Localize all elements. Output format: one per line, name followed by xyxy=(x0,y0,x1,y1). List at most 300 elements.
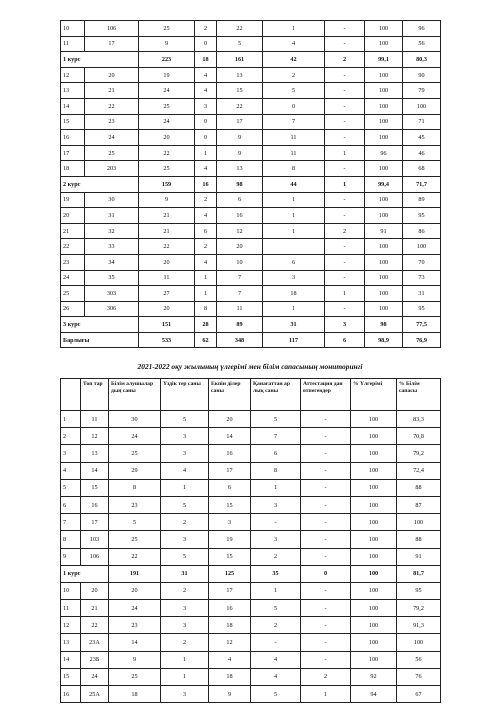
table-cell: 11 xyxy=(81,411,109,428)
table-cell: 35 xyxy=(85,270,139,286)
table-cell: 22 xyxy=(85,98,139,114)
table-cell: - xyxy=(325,98,365,114)
table-cell: - xyxy=(325,239,365,255)
row-index: 11 xyxy=(61,600,81,617)
table-row xyxy=(61,479,441,496)
table-cell: 20 xyxy=(209,411,251,428)
table-cell: 95 xyxy=(403,208,441,224)
course-total-label: 2 курс xyxy=(61,176,139,192)
table-cell: 44 xyxy=(263,176,325,192)
table-cell: 100 xyxy=(365,98,403,114)
table-cell: 1 xyxy=(263,192,325,208)
table-row xyxy=(61,582,441,599)
table-cell: 100 xyxy=(351,531,397,548)
row-index: 17 xyxy=(61,145,85,161)
table-cell: 76,9 xyxy=(403,332,441,348)
table-cell: 303 xyxy=(85,286,139,302)
table-cell: 23 xyxy=(85,114,139,130)
table-row xyxy=(61,208,441,224)
table-cell: 14 xyxy=(109,634,161,651)
table-cell: 1 xyxy=(263,301,325,317)
row-index: 15 xyxy=(61,114,85,130)
table-cell: 17 xyxy=(85,36,139,52)
row-index: 20 xyxy=(61,208,85,224)
table-cell: 25 xyxy=(109,668,161,685)
table-cell: 21 xyxy=(139,223,195,239)
table-row xyxy=(61,634,441,651)
summary-row xyxy=(61,52,441,68)
table-cell: 100 xyxy=(351,411,397,428)
table-cell: - xyxy=(325,67,365,83)
table-cell: 191 xyxy=(109,565,161,582)
table-cell: 100 xyxy=(365,130,403,146)
table-cell: 1 xyxy=(263,208,325,224)
column-header: Екпін ділер саны xyxy=(209,379,251,411)
table-cell: 4 xyxy=(195,161,217,177)
table-row xyxy=(61,192,441,208)
monitoring-table-2021-2022 xyxy=(60,378,441,703)
table-cell: 62 xyxy=(195,332,217,348)
row-index: 13 xyxy=(61,83,85,99)
table-cell: - xyxy=(325,83,365,99)
table-row xyxy=(61,254,441,270)
table-cell: 98 xyxy=(217,176,263,192)
table-cell: 13 xyxy=(217,161,263,177)
table-cell: 22 xyxy=(139,145,195,161)
table-cell: 89 xyxy=(217,317,263,333)
table-cell: 5 xyxy=(251,411,301,428)
table-cell: 32 xyxy=(85,223,139,239)
table-cell: 6 xyxy=(325,332,365,348)
table-cell: 14 xyxy=(209,428,251,445)
table-cell: 20 xyxy=(139,130,195,146)
row-index: 21 xyxy=(61,223,85,239)
table-row xyxy=(61,686,441,703)
table-cell: 24 xyxy=(109,600,161,617)
table-cell: 12 xyxy=(209,634,251,651)
table-cell: 3 xyxy=(161,600,209,617)
row-index: 8 xyxy=(61,531,81,548)
table-cell: 103 xyxy=(81,531,109,548)
table-cell: 106 xyxy=(85,21,139,37)
table-cell: 13 xyxy=(217,67,263,83)
row-index: 4 xyxy=(61,462,81,479)
table-cell: 99,1 xyxy=(365,52,403,68)
table-cell: 7 xyxy=(251,428,301,445)
table-cell: 46 xyxy=(403,145,441,161)
table-cell: 30 xyxy=(109,411,161,428)
table-cell: 9 xyxy=(139,192,195,208)
table-cell: 71,7 xyxy=(403,176,441,192)
row-index: 2 xyxy=(61,428,81,445)
table-cell: 1 xyxy=(195,145,217,161)
table-cell: 203 xyxy=(85,161,139,177)
table-cell: 9 xyxy=(209,686,251,703)
table-cell: - xyxy=(325,301,365,317)
table-cell: 56 xyxy=(397,651,441,668)
table-cell: 12 xyxy=(81,428,109,445)
table-cell: 3 xyxy=(251,531,301,548)
table-cell: 18 xyxy=(209,668,251,685)
table-cell: 100 xyxy=(365,270,403,286)
table-cell: 2 xyxy=(161,634,209,651)
table-cell: 83,3 xyxy=(397,411,441,428)
table-row xyxy=(61,239,441,255)
row-index: 15 xyxy=(61,668,81,685)
table-row xyxy=(61,223,441,239)
table-cell: 2 xyxy=(251,617,301,634)
table-cell: 6 xyxy=(209,479,251,496)
table-cell: 1 xyxy=(325,176,365,192)
table-cell: 1 xyxy=(195,270,217,286)
table-cell: - xyxy=(325,270,365,286)
monitoring-table-2020 xyxy=(60,20,441,348)
table-cell: 92 xyxy=(351,668,397,685)
table-cell: - xyxy=(301,462,351,479)
table-row xyxy=(61,462,441,479)
table-cell: 100 xyxy=(351,617,397,634)
table-cell: 151 xyxy=(139,317,195,333)
table-cell: 90 xyxy=(403,67,441,83)
table-cell: 72,4 xyxy=(397,462,441,479)
table-cell: 24 xyxy=(109,428,161,445)
table-cell: 100 xyxy=(403,98,441,114)
table-cell: 29 xyxy=(109,462,161,479)
table-cell: 5 xyxy=(217,36,263,52)
table-cell: 100 xyxy=(351,651,397,668)
row-index: 12 xyxy=(61,67,85,83)
table-cell: 100 xyxy=(351,634,397,651)
table-cell: 1 xyxy=(263,223,325,239)
table-cell: 2 xyxy=(195,239,217,255)
table-cell: 79,2 xyxy=(397,445,441,462)
course-total-label: 1 курс xyxy=(61,565,109,582)
table-cell: - xyxy=(301,617,351,634)
column-header: Топ тар xyxy=(81,379,109,411)
row-index: 1 xyxy=(61,411,81,428)
table-cell: 95 xyxy=(397,582,441,599)
table-cell: 15 xyxy=(209,496,251,513)
table-row xyxy=(61,668,441,685)
table-cell: - xyxy=(301,514,351,531)
table-header-row xyxy=(61,379,441,411)
table-cell: 10 xyxy=(217,254,263,270)
table-cell: 20 xyxy=(81,582,109,599)
table-cell: 7 xyxy=(217,270,263,286)
table-cell: 88 xyxy=(397,531,441,548)
table-cell: 11 xyxy=(263,130,325,146)
table-cell: 31 xyxy=(85,208,139,224)
table-cell: 159 xyxy=(139,176,195,192)
table-cell: 91 xyxy=(365,223,403,239)
table-row xyxy=(61,83,441,99)
table-cell: 100 xyxy=(365,67,403,83)
table-cell: 4 xyxy=(251,651,301,668)
table-cell: 18 xyxy=(209,617,251,634)
table-cell: 96 xyxy=(365,145,403,161)
table-cell: 4 xyxy=(195,67,217,83)
table-cell: 106 xyxy=(81,548,109,565)
table-cell: 2 xyxy=(301,668,351,685)
table-cell: 3 xyxy=(161,428,209,445)
row-index: 24 xyxy=(61,270,85,286)
table-cell: 3 xyxy=(161,445,209,462)
table-cell: 5 xyxy=(109,514,161,531)
column-header xyxy=(61,379,81,411)
table-cell: 4 xyxy=(195,83,217,99)
table-cell: 22 xyxy=(139,239,195,255)
table-cell: 79,2 xyxy=(397,600,441,617)
table-cell: - xyxy=(301,600,351,617)
row-index: 18 xyxy=(61,161,85,177)
table-cell: 17 xyxy=(209,462,251,479)
table-cell: 86 xyxy=(403,223,441,239)
table-row xyxy=(61,428,441,445)
table-row xyxy=(61,98,441,114)
table-cell: 11 xyxy=(217,301,263,317)
table-cell: 20 xyxy=(85,67,139,83)
table-cell: - xyxy=(301,496,351,513)
table-cell: 81,7 xyxy=(397,565,441,582)
table-cell: 9 xyxy=(217,130,263,146)
table-cell: 68 xyxy=(403,161,441,177)
table-cell: 100 xyxy=(351,462,397,479)
table-cell: 12 xyxy=(217,223,263,239)
table-cell: 100 xyxy=(365,36,403,52)
table-cell: 73 xyxy=(403,270,441,286)
table-cell: 2 xyxy=(195,192,217,208)
row-index: 16 xyxy=(61,686,81,703)
table-cell: 533 xyxy=(139,332,195,348)
course-total-label: Барлығы xyxy=(61,332,139,348)
table-cell: 100 xyxy=(365,114,403,130)
table-cell: 22 xyxy=(109,548,161,565)
table-cell: 4 xyxy=(209,651,251,668)
column-header: % Үлгерімі xyxy=(351,379,397,411)
table-cell: 87 xyxy=(397,496,441,513)
table-cell: 17 xyxy=(217,114,263,130)
table-cell: 100 xyxy=(365,208,403,224)
table-cell: 16 xyxy=(209,445,251,462)
table-cell: 22 xyxy=(217,21,263,37)
table-cell: 2 xyxy=(251,548,301,565)
table-row xyxy=(61,496,441,513)
summary-row xyxy=(61,332,441,348)
table-cell: 16 xyxy=(81,496,109,513)
table-cell: 1 xyxy=(251,582,301,599)
table-cell: - xyxy=(325,208,365,224)
table-cell: - xyxy=(325,192,365,208)
table-cell: 15 xyxy=(81,479,109,496)
row-index: 14 xyxy=(61,98,85,114)
table-cell: 3 xyxy=(251,496,301,513)
table-cell: - xyxy=(301,445,351,462)
table-cell: 1 xyxy=(263,21,325,37)
table-cell: 42 xyxy=(263,52,325,68)
table-cell: 15 xyxy=(209,548,251,565)
table-row xyxy=(61,67,441,83)
table-cell: 1 xyxy=(325,286,365,302)
table-cell: 100 xyxy=(365,254,403,270)
table-cell: 25 xyxy=(139,21,195,37)
column-header: Білім алушылар дың саны xyxy=(109,379,161,411)
row-index: 11 xyxy=(61,36,85,52)
table-cell: - xyxy=(301,548,351,565)
row-index: 10 xyxy=(61,21,85,37)
table-cell: 22 xyxy=(217,98,263,114)
table-cell: 7 xyxy=(217,286,263,302)
table-cell: 1 xyxy=(161,651,209,668)
table-cell: 14 xyxy=(81,462,109,479)
table-row xyxy=(61,145,441,161)
table-cell xyxy=(263,239,325,255)
table-cell: 98 xyxy=(365,317,403,333)
table-cell: - xyxy=(301,582,351,599)
table-cell: 2 xyxy=(325,52,365,68)
table-cell: 100 xyxy=(351,428,397,445)
table-cell: 77,5 xyxy=(403,317,441,333)
table-cell: 2 xyxy=(161,514,209,531)
table-cell: 223 xyxy=(139,52,195,68)
table-cell: 3 xyxy=(325,317,365,333)
table-cell: - xyxy=(301,651,351,668)
table-row xyxy=(61,36,441,52)
table-cell: 24 xyxy=(85,130,139,146)
table-cell: 19 xyxy=(209,531,251,548)
table-cell: 16 xyxy=(217,208,263,224)
row-index: 22 xyxy=(61,239,85,255)
table-cell: - xyxy=(251,634,301,651)
table-cell: 23А xyxy=(81,634,109,651)
table-row xyxy=(61,114,441,130)
table-cell: 30 xyxy=(85,192,139,208)
table-cell: 67 xyxy=(397,686,441,703)
table-cell: 20 xyxy=(139,301,195,317)
table-cell: 3 xyxy=(209,514,251,531)
table-cell: 95 xyxy=(403,301,441,317)
table-cell: 21 xyxy=(81,600,109,617)
table-cell: 1 xyxy=(325,145,365,161)
table-cell: 2 xyxy=(195,21,217,37)
table-cell: 100 xyxy=(351,582,397,599)
table-cell: 18 xyxy=(263,286,325,302)
row-index: 25 xyxy=(61,286,85,302)
row-index: 10 xyxy=(61,582,81,599)
table-cell: - xyxy=(301,411,351,428)
table-cell: 100 xyxy=(365,192,403,208)
table-cell: 56 xyxy=(403,36,441,52)
table-cell: 25 xyxy=(85,145,139,161)
table-cell: 25 xyxy=(109,445,161,462)
row-index: 14 xyxy=(61,651,81,668)
table-row xyxy=(61,548,441,565)
monitoring-title: 2021-2022 оқу жылының үлгерімі мен білім сапасының мониторингі xyxy=(137,362,363,371)
table-cell: 23 xyxy=(109,496,161,513)
table-cell: 3 xyxy=(195,98,217,114)
table-cell: 4 xyxy=(195,254,217,270)
row-index: 12 xyxy=(61,617,81,634)
table-cell: 33 xyxy=(85,239,139,255)
table-cell: 22 xyxy=(81,617,109,634)
table-cell: - xyxy=(325,161,365,177)
table-cell: 3 xyxy=(161,686,209,703)
table-cell: 0 xyxy=(195,130,217,146)
table-cell: 8 xyxy=(109,479,161,496)
column-header: % Білім сапасы xyxy=(397,379,441,411)
table-cell: 4 xyxy=(263,36,325,52)
table-cell: 348 xyxy=(217,332,263,348)
table-cell: 4 xyxy=(161,462,209,479)
table-cell: 9 xyxy=(139,36,195,52)
table-cell: 1 xyxy=(161,479,209,496)
table-cell: 11 xyxy=(263,145,325,161)
table-cell: 0 xyxy=(301,565,351,582)
table-cell: 0 xyxy=(195,36,217,52)
table-cell: 17 xyxy=(81,514,109,531)
summary-row xyxy=(61,176,441,192)
table-cell: - xyxy=(325,114,365,130)
table-cell: 5 xyxy=(161,548,209,565)
table-cell: 16 xyxy=(195,176,217,192)
table-cell: - xyxy=(251,514,301,531)
table-cell: 100 xyxy=(365,21,403,37)
table-cell: 100 xyxy=(365,301,403,317)
table-cell: 100 xyxy=(351,548,397,565)
row-index: 13 xyxy=(61,634,81,651)
table-cell: 1 xyxy=(251,479,301,496)
table-cell: 20 xyxy=(139,254,195,270)
table-cell: 100 xyxy=(351,496,397,513)
table-cell: 21 xyxy=(85,83,139,99)
table-row xyxy=(61,301,441,317)
table-cell: 25 xyxy=(109,531,161,548)
table-row xyxy=(61,531,441,548)
table-cell: 0 xyxy=(195,114,217,130)
table-cell: 117 xyxy=(263,332,325,348)
table-cell: 31 xyxy=(263,317,325,333)
table-cell: 31 xyxy=(161,565,209,582)
table-row xyxy=(61,617,441,634)
table-cell: 100 xyxy=(365,239,403,255)
table-cell: - xyxy=(325,21,365,37)
table-cell: 100 xyxy=(397,514,441,531)
table-cell: 13 xyxy=(81,445,109,462)
table-cell: 3 xyxy=(161,617,209,634)
table-cell: 23Б xyxy=(81,651,109,668)
table-row xyxy=(61,411,441,428)
table-cell: 100 xyxy=(351,600,397,617)
table-cell: 5 xyxy=(263,83,325,99)
table-cell: 15 xyxy=(217,83,263,99)
table-cell: - xyxy=(301,479,351,496)
table-cell: 125 xyxy=(209,565,251,582)
table-cell: 98,9 xyxy=(365,332,403,348)
table-cell: 100 xyxy=(365,161,403,177)
summary-row xyxy=(61,317,441,333)
table-row xyxy=(61,270,441,286)
table-cell: 27 xyxy=(139,286,195,302)
row-index: 19 xyxy=(61,192,85,208)
table-cell: 9 xyxy=(109,651,161,668)
table-row xyxy=(61,161,441,177)
table-cell: 5 xyxy=(251,686,301,703)
table-cell: 28 xyxy=(195,317,217,333)
table-cell: 79 xyxy=(403,83,441,99)
table-cell: 91 xyxy=(397,548,441,565)
table-cell: 0 xyxy=(263,98,325,114)
table-cell: 89 xyxy=(403,192,441,208)
table-cell: 306 xyxy=(85,301,139,317)
